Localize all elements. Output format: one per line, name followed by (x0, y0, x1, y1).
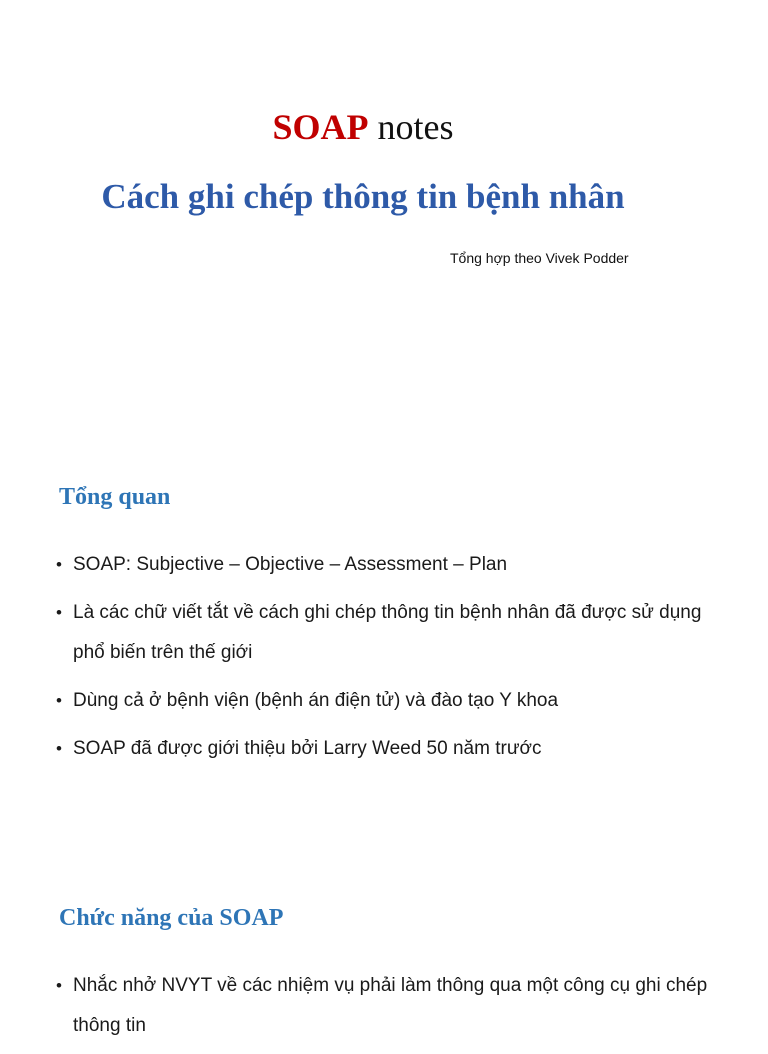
list-item-text: Là các chữ viết tắt về cách ghi chép thông tin bệnh nhân đã được sử dụng phổ biến trên thế giới (73, 602, 702, 663)
bullet-icon: • (56, 739, 62, 758)
list-item (56, 681, 736, 721)
title-line (0, 104, 726, 150)
bullet-list-functions (56, 966, 736, 1054)
list-item (56, 545, 736, 585)
list-item-text: SOAP: Subjective – Objective – Assessment – Plan (73, 554, 508, 575)
list-item (56, 593, 736, 673)
list-item-text: Nhắc nhở NVYT về các nhiệm vụ phải làm thông qua một công cụ ghi chép thông tin (73, 975, 708, 1036)
bullet-icon: • (56, 976, 62, 995)
list-item-text: SOAP đã được giới thiệu bởi Larry Weed 50 năm trước (73, 738, 542, 759)
subtitle: Cách ghi chép thông tin bệnh nhân (101, 177, 625, 216)
bullet-list-overview (56, 545, 736, 777)
bullet-icon: • (56, 603, 62, 622)
section-heading-overview: Tổng quan (59, 484, 171, 510)
section-heading-functions: Chức năng của SOAP (59, 905, 284, 931)
bullet-icon: • (56, 555, 62, 574)
credit-line: Tổng hợp theo Vivek Podder (450, 250, 629, 266)
list-item (56, 729, 736, 769)
list-item (56, 966, 736, 1046)
title-highlight: SOAP (272, 107, 369, 147)
title-rest: notes (377, 107, 454, 147)
bullet-icon: • (56, 691, 62, 710)
list-item-text: Dùng cả ở bệnh viện (bệnh án điện tử) và đào tạo Y khoa (73, 690, 559, 711)
